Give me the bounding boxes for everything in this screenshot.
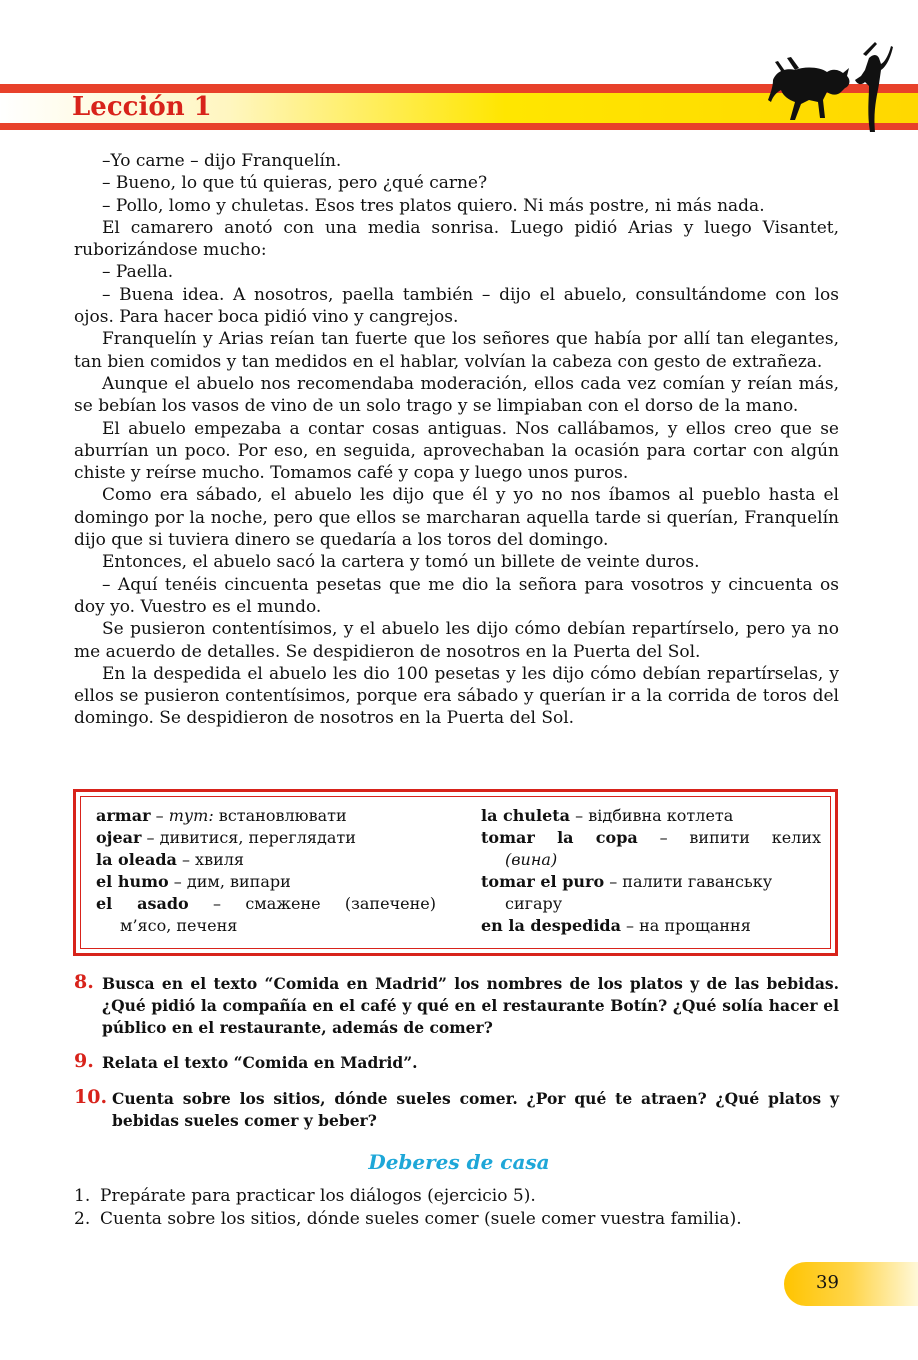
- vocab-separator: –: [604, 872, 623, 891]
- vocab-definition: встановлювати: [213, 806, 347, 825]
- homework-item: [74, 1185, 839, 1208]
- exercise-8: [74, 973, 839, 1039]
- exercise-9: [74, 1052, 839, 1074]
- paragraph: – Paella.: [102, 262, 174, 283]
- vocab-separator: –: [168, 872, 187, 891]
- homework-item-text: Prepárate para practicar los diálogos (ejercicio 5).: [100, 1186, 536, 1206]
- vocabulary-column-right: [481, 805, 821, 937]
- exercise-text: Busca en el texto “Comida en Madrid” los nombres de los platos y de las bebidas. ¿Qué pidió la compañía en el café y qué en el restaurante Botín? ¿Qué solía hacer el público en el restaurante, además de comer?: [102, 974, 839, 1037]
- exercise-number: 9.: [74, 1050, 94, 1072]
- exercise-number: 10.: [74, 1086, 108, 1108]
- vocab-term: el humo: [96, 872, 169, 891]
- vocab-entry: [96, 871, 436, 893]
- vocab-separator: –: [176, 850, 196, 869]
- vocab-term: armar: [96, 806, 151, 825]
- reading-text: [74, 150, 839, 730]
- paragraph: – Bueno, lo que tú quieras, pero ¿qué carne?: [102, 173, 488, 194]
- page-number: 39: [816, 1272, 839, 1293]
- homework-list: [74, 1185, 839, 1231]
- vocab-entry: [481, 827, 821, 849]
- vocab-separator: –: [637, 828, 690, 847]
- vocab-term: el asado: [96, 894, 189, 913]
- vocab-entry: [96, 827, 436, 849]
- vocab-separator: –: [570, 806, 589, 825]
- homework-item: [74, 1208, 839, 1231]
- vocab-definition-continued: сигару: [505, 894, 563, 913]
- vocab-definition-continued: (вина): [505, 850, 558, 869]
- vocab-definition: дим, випари: [186, 872, 291, 891]
- vocab-definition: хвиля: [195, 850, 244, 869]
- paragraph: Se pusieron contentísimos, y el abuelo les dijo cómo debían repartírselo, pero ya no me acuerdo de detalles. Se despidieron de nosotros en la Puerta del Sol.: [74, 619, 839, 662]
- lesson-title: Lección 1: [72, 92, 212, 122]
- paragraph: – Pollo, lomo y chuletas. Esos tres platos quiero. Ni más postre, ni más nada.: [102, 195, 765, 216]
- paragraph: El camarero anotó con una media sonrisa. Luego pidió Arias y luego Visantet, ruborizándose mucho:: [74, 217, 839, 261]
- vocab-definition: палити гаванську: [622, 872, 773, 891]
- homework-item-number: 1.: [74, 1186, 91, 1206]
- homework-title: Deberes de casa: [368, 1150, 550, 1174]
- paragraph: – Buena idea. A nosotros, paella también – dijo el abuelo, consultándome con los ojos. Para hacer boca pidió vino y cangrejos.: [74, 284, 839, 328]
- vocabulary-box: [73, 789, 838, 956]
- vocab-term: tomar la copa: [481, 828, 638, 847]
- vocab-entry: [96, 849, 436, 871]
- vocab-term: la chuleta: [481, 806, 571, 825]
- vocab-entry: [481, 805, 821, 827]
- bullfighter-logo-icon: [765, 40, 895, 135]
- vocab-term: ojear: [96, 828, 142, 847]
- paragraph: – Aquí tenéis cincuenta pesetas que me dio la señora para vosotros y cincuenta os doy yo. Vuestro es el mundo.: [74, 574, 839, 617]
- homework-item-number: 2.: [74, 1209, 91, 1229]
- vocab-definition: дивитися, переглядати: [159, 828, 356, 847]
- exercise-10: [74, 1088, 839, 1132]
- exercise-text: Relata el texto “Comida en Madrid”.: [102, 1053, 418, 1072]
- vocab-term: la oleada: [96, 850, 177, 869]
- vocab-definition: відбивна котлета: [588, 806, 734, 825]
- vocabulary-column-left: [96, 805, 436, 937]
- exercise-text: Cuenta sobre los sitios, dónde sueles comer. ¿Por qué te atraen? ¿Qué platos y bebidas sueles comer y beber?: [112, 1089, 839, 1130]
- vocab-entry: [481, 871, 821, 893]
- exercise-number: 8.: [74, 971, 94, 993]
- paragraph: En la despedida el abuelo les dio 100 pesetas y les dijo cómo debían repartírselas, y ellos se pusieron contentísimos, porque era sábado y querían ir a la corrida de toros del domingo. Se despidieron de nosotros en la Puerta del Sol.: [74, 663, 839, 729]
- vocab-separator: –: [188, 894, 246, 913]
- vocab-entry-continuation: [96, 915, 436, 937]
- vocab-separator: –: [150, 806, 169, 825]
- vocab-entry: [481, 915, 821, 937]
- vocab-separator: –: [141, 828, 160, 847]
- vocab-term: en la despedida: [481, 916, 621, 935]
- paragraph: –Yo carne – dijo Franquelín.: [102, 151, 342, 171]
- homework-item-text: Cuenta sobre los sitios, dónde sueles comer (suele comer vuestra familia).: [100, 1209, 742, 1229]
- paragraph: Franquelín y Arias reían tan fuerte que los señores que había por allí tan elegantes, tan bien comidos y tan medidos en el hablar, volvían la cabeza con gesto de extrañeza.: [74, 329, 839, 372]
- paragraph: El abuelo empezaba a contar cosas antiguas. Nos callábamos, y ellos creo que se aburrían un poco. Por eso, en seguida, aprovechaban la ocasión para cortar con algún chiste y reírse mucho. Tomamos café y copa y luego unos puros.: [74, 418, 839, 484]
- vocab-definition: випити келих: [689, 828, 822, 847]
- vocab-definition: смажене (запечене): [245, 894, 436, 913]
- vocab-definition: на прощання: [639, 916, 751, 935]
- vocab-entry: [96, 805, 436, 827]
- vocab-entry: [96, 893, 436, 915]
- vocab-entry-continuation: [481, 849, 821, 871]
- paragraph: Aunque el abuelo nos recomendaba moderación, ellos cada vez comían y reían más, se bebían los vasos de vino de un solo trago y se limpiaban con el dorso de la mano.: [74, 373, 839, 417]
- paragraph: Como era sábado, el abuelo les dijo que él y yo no nos íbamos al pueblo hasta el domingo por la noche, pero que ellos se marcharan aquella tarde si querían, Franquelín dijo que si tuviera dinero se quedaría a los toros del domingo.: [74, 485, 839, 551]
- vocab-term: tomar el puro: [481, 872, 605, 891]
- vocab-separator: –: [620, 916, 640, 935]
- page-number-tab: [784, 1262, 918, 1306]
- paragraph: Entonces, el abuelo sacó la cartera y tomó un billete de veinte duros.: [102, 552, 700, 573]
- vocab-entry-continuation: [481, 893, 821, 915]
- vocab-note: тут:: [168, 806, 214, 825]
- vocab-definition-continued: м’ясо, печеня: [120, 916, 238, 935]
